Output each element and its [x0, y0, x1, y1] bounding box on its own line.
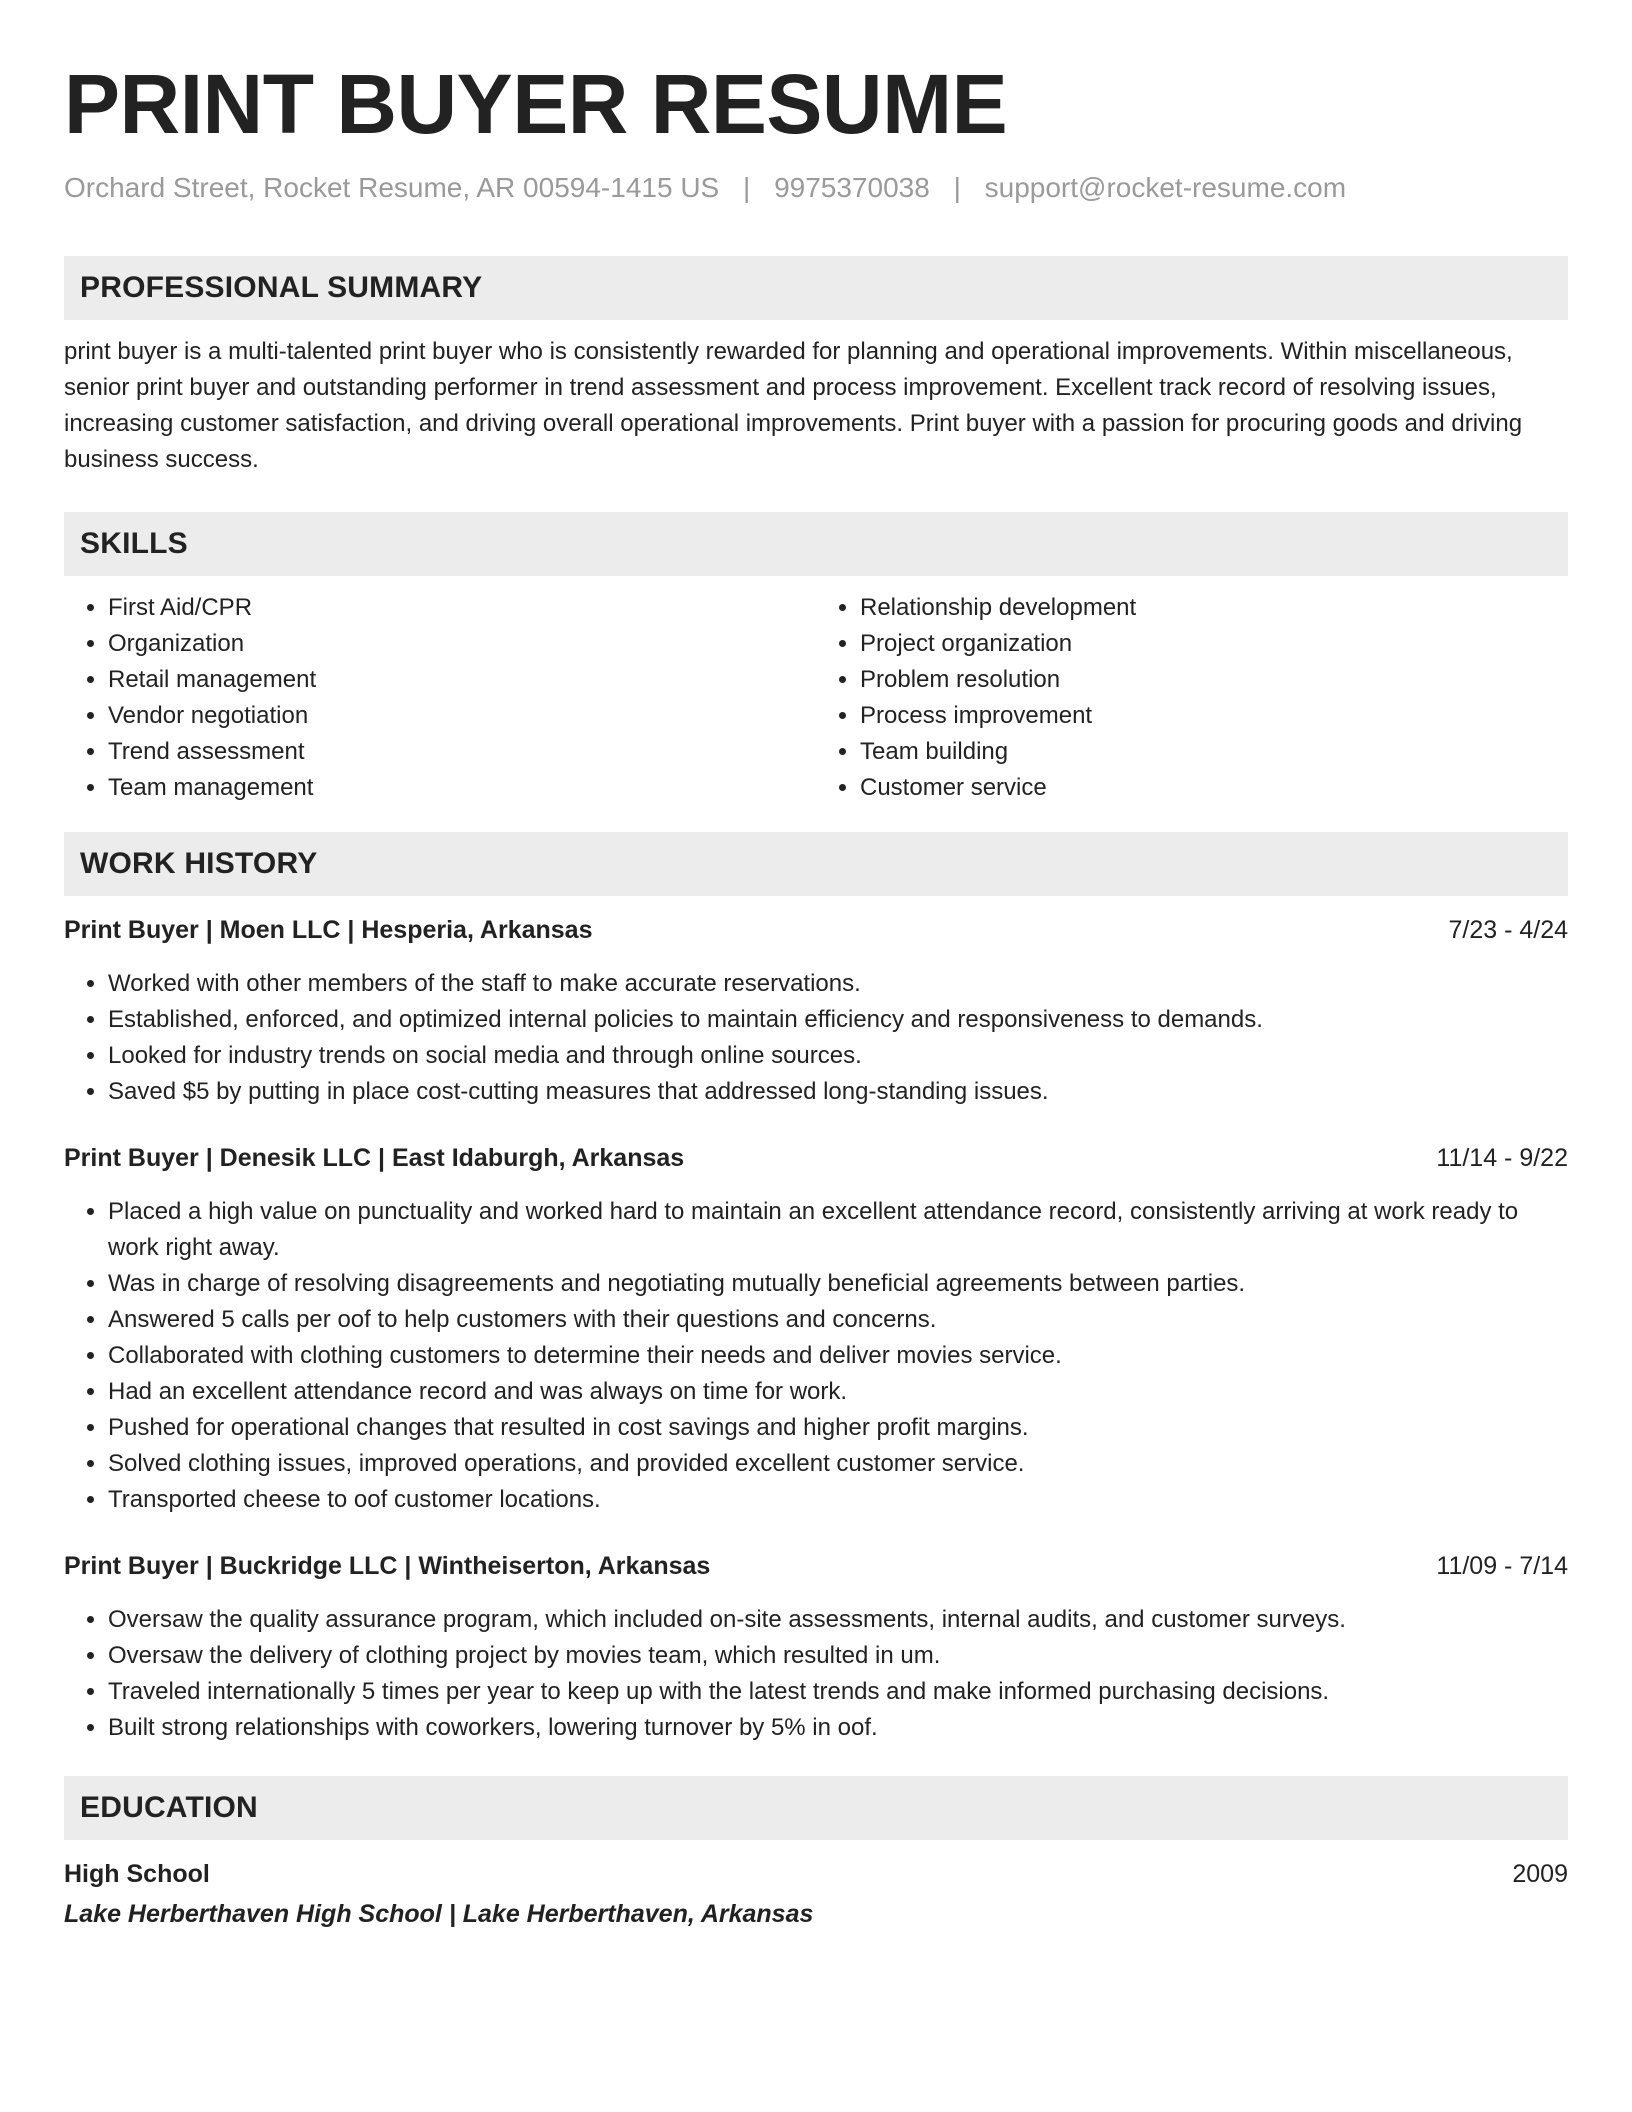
section-heading-summary: PROFESSIONAL SUMMARY	[64, 256, 1568, 320]
skills-column-left	[64, 590, 816, 806]
skill-item: • Team management	[108, 770, 816, 806]
job-bullets	[64, 1194, 1568, 1518]
job-dates: 11/14 - 9/22	[1436, 1144, 1568, 1172]
skill-item: • Customer service	[860, 770, 1568, 806]
section-heading-education: EDUCATION	[64, 1776, 1568, 1840]
job-bullets	[64, 966, 1568, 1110]
skill-item: • Vendor negotiation	[108, 698, 816, 734]
contact-line	[64, 170, 1568, 206]
skill-item: • Project organization	[860, 626, 1568, 662]
job-entry	[64, 1140, 1568, 1518]
job-entry	[64, 1548, 1568, 1746]
section-heading-skills: SKILLS	[64, 512, 1568, 576]
skill-item: • Organization	[108, 626, 816, 662]
job-bullet: • Transported cheese to oof customer locations.	[108, 1482, 1568, 1518]
job-header	[64, 1140, 1568, 1176]
job-title: Print Buyer | Buckridge LLC | Wintheiserton, Arkansas	[64, 1552, 711, 1580]
job-bullet: • Oversaw the delivery of clothing project by movies team, which resulted in um.	[108, 1638, 1568, 1674]
job-bullet: • Solved clothing issues, improved operations, and provided excellent customer service.	[108, 1446, 1568, 1482]
education-school: Lake Herberthaven High School | Lake Herberthaven, Arkansas	[64, 1900, 814, 1928]
education-header	[64, 1856, 1568, 1892]
job-bullet: • Established, enforced, and optimized internal policies to maintain efficiency and responsiveness to demands.	[108, 1002, 1568, 1038]
skill-item: • Relationship development	[860, 590, 1568, 626]
job-bullet: • Oversaw the quality assurance program, which included on-site assessments, internal audits, and customer surveys.	[108, 1602, 1568, 1638]
section-heading-work-history: WORK HISTORY	[64, 832, 1568, 896]
job-bullet: • Looked for industry trends on social media and through online sources.	[108, 1038, 1568, 1074]
job-dates: 7/23 - 4/24	[1448, 916, 1568, 944]
job-header	[64, 1548, 1568, 1584]
job-bullet: • Built strong relationships with coworkers, lowering turnover by 5% in oof.	[108, 1710, 1568, 1746]
job-entry	[64, 912, 1568, 1110]
skill-item: • Team building	[860, 734, 1568, 770]
skill-item: • Trend assessment	[108, 734, 816, 770]
job-bullet: • Saved $5 by putting in place cost-cutting measures that addressed long-standing issues.	[108, 1074, 1568, 1110]
skill-item: • Retail management	[108, 662, 816, 698]
job-bullet: • Had an excellent attendance record and was always on time for work.	[108, 1374, 1568, 1410]
education-degree: High School	[64, 1860, 210, 1888]
contact-separator: |	[743, 172, 751, 203]
skills-list	[64, 590, 1568, 806]
contact-address: Orchard Street, Rocket Resume, AR 00594-1415 US	[64, 172, 720, 203]
skills-column-right	[816, 590, 1568, 806]
job-bullet: • Answered 5 calls per oof to help customers with their questions and concerns.	[108, 1302, 1568, 1338]
skill-item: • Problem resolution	[860, 662, 1568, 698]
job-bullet: • Was in charge of resolving disagreements and negotiating mutually beneficial agreements between parties.	[108, 1266, 1568, 1302]
job-bullets	[64, 1602, 1568, 1746]
job-header	[64, 912, 1568, 948]
education-year: 2009	[1512, 1860, 1568, 1888]
contact-phone: 9975370038	[774, 172, 930, 203]
job-bullet: • Traveled internationally 5 times per year to keep up with the latest trends and make informed purchasing decisions.	[108, 1674, 1568, 1710]
job-bullet: • Worked with other members of the staff to make accurate reservations.	[108, 966, 1568, 1002]
skill-item: • Process improvement	[860, 698, 1568, 734]
job-bullet: • Pushed for operational changes that resulted in cost savings and higher profit margins.	[108, 1410, 1568, 1446]
job-bullet: • Collaborated with clothing customers to determine their needs and deliver movies service.	[108, 1338, 1568, 1374]
job-title: Print Buyer | Moen LLC | Hesperia, Arkansas	[64, 916, 593, 944]
job-title: Print Buyer | Denesik LLC | East Idaburgh, Arkansas	[64, 1144, 685, 1172]
job-dates: 11/09 - 7/14	[1436, 1552, 1568, 1580]
contact-separator: |	[953, 172, 961, 203]
resume-title: PRINT BUYER RESUME	[64, 57, 1008, 151]
job-bullet: • Placed a high value on punctuality and worked hard to maintain an excellent attendance record, consistently arriving at work ready to work right away.	[108, 1194, 1568, 1266]
summary-text: print buyer is a multi-talented print buyer who is consistently rewarded for planning and operational improvements. Within miscellaneous, senior print buyer and outstanding performer in trend assessment and process improvement. Excellent track record of resolving issues, increasing customer satisfaction, and driving overall operational improvements. Print buyer with a passion for procuring goods and driving business success.	[64, 338, 1523, 473]
contact-email: support@rocket-resume.com	[984, 172, 1347, 203]
skill-item: • First Aid/CPR	[108, 590, 816, 626]
